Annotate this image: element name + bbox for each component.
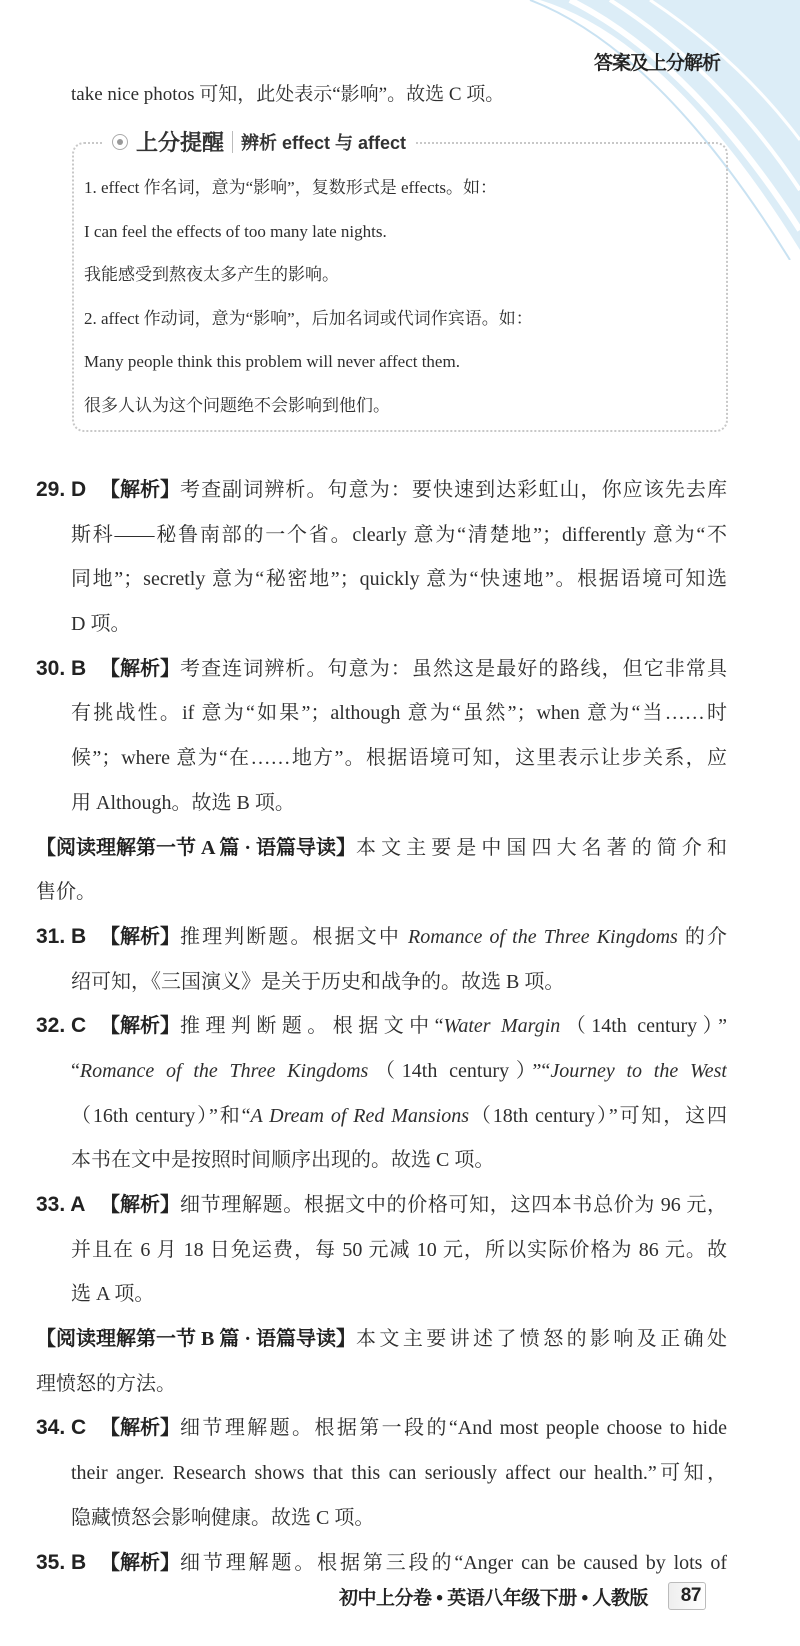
answer-line: D 项。 (71, 613, 131, 636)
answer-line: 绍可知，《三国演义》是关于历史和战争的。故选 B 项。 (71, 970, 565, 993)
book-title-italic: A Dream of Red Mansions (250, 1104, 469, 1127)
intro-line: take nice photos 可知，此处表示“影响”。故选 C 项。 (71, 84, 505, 105)
answer-number: 34. C (36, 1416, 87, 1440)
answer-line: 本书在文中是按照时间顺序出现的。故选 C 项。 (71, 1149, 495, 1172)
answer-number: 31. B (36, 924, 87, 948)
book-title-italic: Romance of the Three Kingdoms (408, 925, 678, 948)
answer-line: 用 Although。故选 B 项。 (71, 791, 295, 814)
tip-line: 很多人认为这个问题绝不会影响到他们。 (84, 395, 390, 415)
tip-line: 我能感受到熬夜太多产生的影响。 (84, 265, 339, 285)
answer-first-line (36, 1183, 727, 1228)
answer-text (180, 1004, 727, 1049)
answer-line (36, 1094, 727, 1139)
text-segment: 推理判断题。根据文中 (180, 925, 409, 948)
footer (339, 1582, 706, 1610)
answer-number: 29. D (36, 478, 87, 501)
answer-item (36, 468, 727, 647)
answer-item (36, 1004, 727, 1183)
answer-first-line (36, 647, 727, 692)
answer-number: 35. B (36, 1550, 87, 1574)
page-number: 87 (668, 1582, 706, 1610)
answer-first-line (36, 826, 727, 871)
answer-text: 考查连词辨析。句意为：虽然这是最好的路线，但它非常具 (180, 657, 727, 680)
book-title: 初中上分卷 • 英语八年级下册 • 人教版 (339, 1587, 648, 1609)
answer-text: 细节理解题。根据文中的价格可知，这四本书总价为 96 元， (180, 1194, 727, 1216)
page-header-title: 答案及上分解析 (594, 53, 721, 74)
target-icon (112, 134, 128, 150)
answer-first-line (36, 1317, 727, 1362)
answer-line: 同地”；secretly 意为“秘密地”；quickly 意为“快速地”。根据语境可知选 (71, 568, 727, 591)
answer-number: 33. A (36, 1193, 86, 1216)
book-title-italic: Journey to the West (550, 1059, 727, 1082)
text-segment: （16th century）”和“ (71, 1104, 251, 1127)
tip-line: Many people think this problem will never affect them. (84, 352, 460, 372)
section-summary (36, 1317, 727, 1406)
text-segment: （18th century）”可知，这四 (469, 1104, 727, 1127)
answer-item (36, 1406, 727, 1540)
book-title-italic: Water Margin (443, 1015, 561, 1038)
answer-number: 32. C (36, 1014, 87, 1038)
answer-first-line (36, 468, 727, 513)
text-segment: 推理判断题。根据文中“ (180, 1015, 444, 1038)
text-segment: （14th century）” (560, 1015, 727, 1038)
answer-line: 售价。 (36, 881, 96, 904)
answer-list (36, 468, 727, 1585)
book-title-italic: Romance of the Three Kingdoms (79, 1059, 369, 1082)
tip-line: 2. affect 作动词，意为“影响”，后加名词或代词作宾语。如： (84, 308, 533, 328)
answer-first-line (36, 1541, 727, 1586)
answer-item (36, 1541, 727, 1586)
answer-first-line (36, 1406, 727, 1451)
answer-first-line (36, 915, 727, 960)
answer-line: 理愤怒的方法。 (36, 1372, 176, 1395)
tip-line: 1. effect 作名词，意为“影响”，复数形式是 effects。如： (84, 178, 497, 197)
section-tag: 【阅读理解第一节 B 篇 · 语篇导读】 (36, 1328, 357, 1351)
section-summary (36, 826, 727, 915)
answer-text: 考查副词辨析。句意为：要快速到达彩虹山，你应该先去库 (180, 479, 727, 501)
tip-heading: 上分提醒 (136, 130, 225, 155)
tip-line: I can feel the effects of too many late nights. (84, 221, 387, 241)
text-segment: 的介 (677, 925, 727, 948)
answer-text: 细节理解题。根据第一段的“And most people choose to hide (180, 1417, 727, 1440)
tip-subheading: 辨析 effect 与 affect (241, 132, 407, 153)
analysis-tag: 【解析】 (100, 1194, 180, 1216)
answer-number: 30. B (36, 656, 87, 680)
answer-text: 本文主要讲述了愤怒的影响及正确处 (356, 1328, 727, 1351)
answer-item (36, 647, 727, 826)
analysis-tag: 【解析】 (100, 657, 180, 680)
answer-first-line (36, 1004, 727, 1049)
analysis-tag: 【解析】 (100, 1417, 180, 1440)
answer-item (36, 915, 727, 1004)
tip-lines (84, 166, 533, 428)
analysis-tag: 【解析】 (100, 1551, 180, 1574)
answer-line: their anger. Research shows that this can seriously affect our health.”可知， (71, 1462, 727, 1485)
answer-text: 细节理解题。根据第三段的“Anger can be caused by lots of (180, 1551, 727, 1574)
text-segment: “ (71, 1059, 80, 1082)
answer-item (36, 1183, 727, 1317)
answer-line: 并且在 6 月 18 日免运费，每 50 元减 10 元，所以实际价格为 86 元。故 (71, 1238, 727, 1261)
analysis-tag: 【解析】 (100, 479, 180, 501)
analysis-tag: 【解析】 (100, 925, 180, 948)
answer-text: 本文主要是中国四大名著的简介和 (356, 836, 727, 859)
analysis-tag: 【解析】 (100, 1015, 180, 1038)
answer-line: 有挑战性。if 意为“如果”；although 意为“虽然”；when 意为“当……时 (71, 702, 727, 725)
divider (232, 131, 233, 153)
answer-line: 隐藏愤怒会影响健康。故选 C 项。 (71, 1506, 375, 1529)
text-segment: （14th century）”“ (368, 1059, 551, 1082)
answer-line: 选 A 项。 (71, 1283, 155, 1306)
answer-line: 斯科——秘鲁南部的一个省。clearly 意为“清楚地”；differently 意为“不 (71, 523, 727, 546)
answer-line: 候”；where 意为“在……地方”。根据语境可知，这里表示让步关系，应 (71, 747, 727, 770)
tip-box (72, 130, 728, 432)
answer-text (180, 915, 727, 960)
section-tag: 【阅读理解第一节 A 篇 · 语篇导读】 (36, 836, 357, 859)
tip-title (104, 126, 414, 157)
answer-line (36, 1049, 727, 1094)
